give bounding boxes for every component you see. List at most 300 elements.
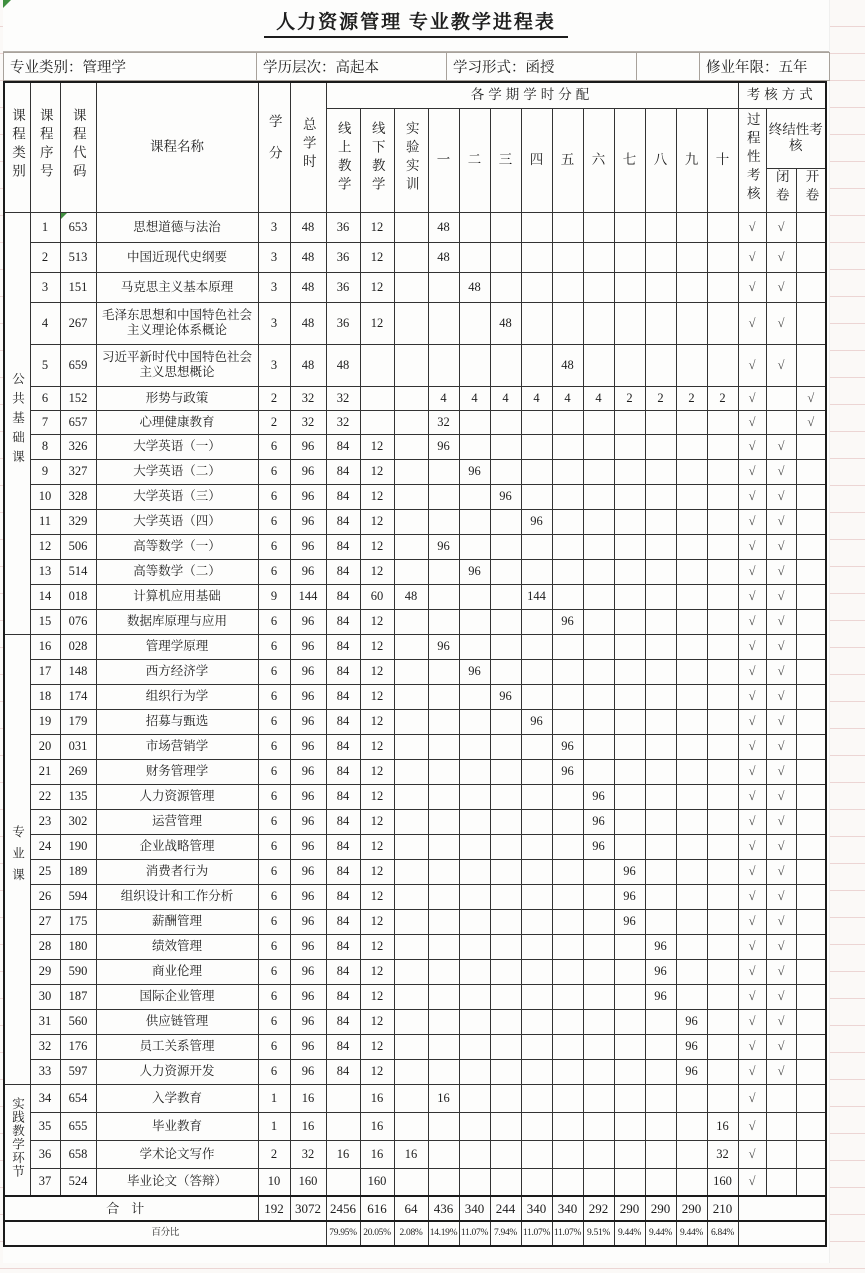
cell-code: 659 — [60, 344, 96, 386]
cell-sem-2 — [459, 934, 490, 959]
cell-code: 513 — [60, 242, 96, 272]
cell-open-check — [796, 759, 826, 784]
cell-sem-5 — [552, 809, 583, 834]
cell-seq: 33 — [30, 1059, 60, 1084]
cell-sem-10 — [707, 1009, 738, 1034]
cell-total-hours: 96 — [290, 434, 326, 459]
cell-open-check — [796, 984, 826, 1009]
cell-sem-5 — [552, 1034, 583, 1059]
cell-code: 655 — [60, 1112, 96, 1140]
cell-process-check: √ — [738, 1168, 766, 1196]
cell-process-check: √ — [738, 984, 766, 1009]
header-offline-hours — [360, 108, 394, 212]
cell-sem-9 — [676, 344, 707, 386]
cell-seq: 9 — [30, 459, 60, 484]
cell-sem-8 — [645, 884, 676, 909]
cell-process-check: √ — [738, 459, 766, 484]
cell-sem-5 — [552, 834, 583, 859]
cell-code: 597 — [60, 1059, 96, 1084]
cell-sem-4 — [521, 1112, 552, 1140]
cell-credits: 6 — [258, 1009, 290, 1034]
cell-process-check: √ — [738, 344, 766, 386]
cell-course-name: 组织设计和工作分析 — [96, 884, 258, 909]
cell-total-hours: 16 — [290, 1112, 326, 1140]
cell-offline-hours: 12 — [360, 834, 394, 859]
cell-open-check — [796, 534, 826, 559]
cell-open-check — [796, 484, 826, 509]
cell-sem-8 — [645, 834, 676, 859]
cell-offline-hours: 12 — [360, 609, 394, 634]
course-row-16 — [4, 634, 826, 659]
cell-process-check: √ — [738, 302, 766, 344]
cell-sem-10 — [707, 934, 738, 959]
cell-sem-5 — [552, 934, 583, 959]
course-row-15 — [4, 609, 826, 634]
cell-offline-hours — [360, 410, 394, 434]
cell-practice-hours — [394, 386, 428, 410]
cell-process-check: √ — [738, 634, 766, 659]
cell-sem-8 — [645, 584, 676, 609]
cell-sem-5 — [552, 534, 583, 559]
cell-offline-hours: 12 — [360, 1009, 394, 1034]
cell-closed-check: √ — [766, 344, 796, 386]
category-label: 公共基础课 — [10, 372, 25, 470]
cell-closed-check: √ — [766, 659, 796, 684]
cell-closed-check: √ — [766, 434, 796, 459]
cell-sem-4 — [521, 1059, 552, 1084]
cell-offline-hours — [360, 386, 394, 410]
cell-process-check: √ — [738, 434, 766, 459]
cell-course-name: 中国近现代史纲要 — [96, 242, 258, 272]
cell-code: 327 — [60, 459, 96, 484]
cell-practice-hours — [394, 559, 428, 584]
cell-sem-7 — [614, 684, 645, 709]
info-study-form: 学习形式：函授 — [447, 53, 637, 81]
header-semester-5: 五 — [552, 108, 583, 212]
cell-process-check: √ — [738, 386, 766, 410]
cell-open-check — [796, 584, 826, 609]
cell-code: 152 — [60, 386, 96, 410]
cell-closed-check: √ — [766, 759, 796, 784]
cell-credits: 6 — [258, 459, 290, 484]
cell-sem-3 — [490, 272, 521, 302]
cell-total-hours: 96 — [290, 484, 326, 509]
course-row-13 — [4, 559, 826, 584]
cell-credits: 6 — [258, 484, 290, 509]
cell-practice-hours — [394, 459, 428, 484]
cell-sem-5 — [552, 1112, 583, 1140]
course-row-30 — [4, 984, 826, 1009]
cell-offline-hours: 12 — [360, 459, 394, 484]
cell-code: 187 — [60, 984, 96, 1009]
cell-sem-8 — [645, 242, 676, 272]
cell-code: 189 — [60, 859, 96, 884]
total-sem-6: 292 — [583, 1196, 614, 1221]
cell-sem-9 — [676, 984, 707, 1009]
cell-sem-10 — [707, 534, 738, 559]
cell-code: 302 — [60, 809, 96, 834]
course-table-body — [4, 212, 826, 1246]
cell-course-name: 西方经济学 — [96, 659, 258, 684]
cell-sem-8 — [645, 809, 676, 834]
cell-sem-2 — [459, 534, 490, 559]
cell-sem-10 — [707, 684, 738, 709]
cell-sem-1: 48 — [428, 212, 459, 242]
cell-open-check — [796, 684, 826, 709]
cell-sem-10 — [707, 884, 738, 909]
header-online-hours-label: 线上教学 — [335, 120, 351, 195]
cell-total-hours: 48 — [290, 344, 326, 386]
cell-sem-4 — [521, 884, 552, 909]
cell-sem-8 — [645, 1059, 676, 1084]
cell-credits: 1 — [258, 1084, 290, 1112]
course-row-32 — [4, 1034, 826, 1059]
cell-code: 180 — [60, 934, 96, 959]
cell-process-check: √ — [738, 1084, 766, 1112]
cell-open-check — [796, 212, 826, 242]
cell-sem-7: 96 — [614, 909, 645, 934]
cell-sem-4 — [521, 242, 552, 272]
cell-sem-2 — [459, 859, 490, 884]
cell-practice-hours — [394, 302, 428, 344]
cell-practice-hours — [394, 509, 428, 534]
header-open-book — [796, 168, 826, 212]
cell-sem-4 — [521, 1034, 552, 1059]
cell-seq: 23 — [30, 809, 60, 834]
cell-open-check — [796, 1059, 826, 1084]
cell-sem-7 — [614, 1084, 645, 1112]
cell-sem-9 — [676, 212, 707, 242]
cell-code: 506 — [60, 534, 96, 559]
cell-closed-check: √ — [766, 509, 796, 534]
cell-sem-3: 4 — [490, 386, 521, 410]
cell-sem-9 — [676, 609, 707, 634]
info-empty-cell — [637, 53, 700, 81]
cell-sem-2: 96 — [459, 659, 490, 684]
cell-closed-check: √ — [766, 859, 796, 884]
header-process-assessment-label: 过程性考核 — [744, 111, 760, 205]
category-cell — [4, 1084, 30, 1196]
cell-closed-check: √ — [766, 272, 796, 302]
cell-credits: 6 — [258, 534, 290, 559]
cell-online-hours: 84 — [326, 1034, 360, 1059]
cell-code: 174 — [60, 684, 96, 709]
cell-seq: 13 — [30, 559, 60, 584]
cell-process-check: √ — [738, 934, 766, 959]
cell-sem-10 — [707, 809, 738, 834]
cell-sem-3 — [490, 734, 521, 759]
cell-credits: 6 — [258, 609, 290, 634]
cell-sem-7 — [614, 809, 645, 834]
cell-closed-check — [766, 410, 796, 434]
cell-seq: 27 — [30, 909, 60, 934]
cell-offline-hours: 12 — [360, 984, 394, 1009]
cell-course-name: 人力资源管理 — [96, 784, 258, 809]
course-row-27 — [4, 909, 826, 934]
cell-credits: 3 — [258, 302, 290, 344]
cell-sem-10 — [707, 484, 738, 509]
cell-course-name: 财务管理学 — [96, 759, 258, 784]
cell-sem-8 — [645, 1034, 676, 1059]
cell-code: 328 — [60, 484, 96, 509]
course-row-17 — [4, 659, 826, 684]
cell-sem-10 — [707, 559, 738, 584]
total-online: 2456 — [326, 1196, 360, 1221]
cell-online-hours: 84 — [326, 684, 360, 709]
cell-total-hours: 96 — [290, 859, 326, 884]
cell-practice-hours — [394, 659, 428, 684]
cell-seq: 29 — [30, 959, 60, 984]
cell-sem-10 — [707, 959, 738, 984]
cell-sem-6 — [583, 984, 614, 1009]
cell-offline-hours: 12 — [360, 809, 394, 834]
cell-sem-1 — [428, 734, 459, 759]
course-row-34 — [4, 1084, 826, 1112]
cell-credits: 6 — [258, 1059, 290, 1084]
cell-sem-8: 96 — [645, 934, 676, 959]
course-row-9 — [4, 459, 826, 484]
cell-sem-5 — [552, 242, 583, 272]
cell-sem-5 — [552, 459, 583, 484]
cell-sem-3 — [490, 859, 521, 884]
cell-sem-10: 160 — [707, 1168, 738, 1196]
cell-seq: 3 — [30, 272, 60, 302]
cell-sem-7 — [614, 559, 645, 584]
cell-sem-4 — [521, 272, 552, 302]
header-total-hours-label: 总学时 — [300, 117, 316, 173]
cell-credits: 6 — [258, 659, 290, 684]
total-sem-7: 290 — [614, 1196, 645, 1221]
cell-sem-1 — [428, 684, 459, 709]
cell-practice-hours — [394, 859, 428, 884]
cell-sem-6 — [583, 659, 614, 684]
cell-online-hours: 48 — [326, 344, 360, 386]
cell-sem-8 — [645, 634, 676, 659]
cell-sem-9 — [676, 934, 707, 959]
percent-sem-7: 9.44% — [614, 1221, 645, 1246]
cell-course-name: 习近平新时代中国特色社会主义思想概论 — [96, 344, 258, 386]
cell-closed-check: √ — [766, 709, 796, 734]
cell-online-hours: 84 — [326, 659, 360, 684]
cell-practice-hours — [394, 734, 428, 759]
cell-online-hours: 84 — [326, 1009, 360, 1034]
cell-sem-6 — [583, 302, 614, 344]
cell-sem-7: 96 — [614, 884, 645, 909]
cell-sem-6 — [583, 934, 614, 959]
cell-practice-hours — [394, 834, 428, 859]
cell-sem-1 — [428, 584, 459, 609]
cell-sem-1 — [428, 1140, 459, 1168]
cell-sem-7 — [614, 534, 645, 559]
cell-code: 560 — [60, 1009, 96, 1034]
cell-sem-8: 96 — [645, 959, 676, 984]
cell-open-check: √ — [796, 410, 826, 434]
cell-course-name: 招募与甄选 — [96, 709, 258, 734]
cell-sem-3 — [490, 709, 521, 734]
cell-offline-hours: 12 — [360, 484, 394, 509]
header-final-assessment: 终结性考核 — [766, 108, 826, 168]
cell-sem-4 — [521, 734, 552, 759]
cell-total-hours: 144 — [290, 584, 326, 609]
cell-sem-2 — [459, 302, 490, 344]
info-study-years: 修业年限：五年 — [700, 53, 830, 81]
cell-course-name: 企业战略管理 — [96, 834, 258, 859]
cell-practice-hours — [394, 242, 428, 272]
cell-sem-1 — [428, 272, 459, 302]
header-semester-3: 三 — [490, 108, 521, 212]
cell-offline-hours: 12 — [360, 784, 394, 809]
cell-closed-check: √ — [766, 909, 796, 934]
cell-seq: 6 — [30, 386, 60, 410]
cell-sem-1 — [428, 959, 459, 984]
cell-sem-2 — [459, 410, 490, 434]
cell-open-check — [796, 1084, 826, 1112]
cell-online-hours — [326, 1084, 360, 1112]
cell-practice-hours — [394, 934, 428, 959]
cell-online-hours: 84 — [326, 459, 360, 484]
cell-seq: 28 — [30, 934, 60, 959]
cell-sem-6 — [583, 759, 614, 784]
header-semester-9: 九 — [676, 108, 707, 212]
cell-closed-check: √ — [766, 584, 796, 609]
cell-seq: 15 — [30, 609, 60, 634]
cell-sem-9 — [676, 434, 707, 459]
cell-open-check — [796, 1168, 826, 1196]
cell-sem-3 — [490, 1140, 521, 1168]
cell-credits: 6 — [258, 909, 290, 934]
cell-process-check: √ — [738, 659, 766, 684]
cell-sem-6 — [583, 459, 614, 484]
cell-sem-2 — [459, 1059, 490, 1084]
cell-credits: 6 — [258, 709, 290, 734]
percent-sem-5: 11.07% — [552, 1221, 583, 1246]
cell-sem-9 — [676, 509, 707, 534]
cell-sem-6 — [583, 1140, 614, 1168]
cell-offline-hours: 16 — [360, 1084, 394, 1112]
cell-sem-2 — [459, 1112, 490, 1140]
percent-online: 79.95% — [326, 1221, 360, 1246]
cell-practice-hours — [394, 709, 428, 734]
cell-sem-5 — [552, 1140, 583, 1168]
cell-sem-3 — [490, 659, 521, 684]
cell-sem-8 — [645, 734, 676, 759]
cell-sem-3 — [490, 934, 521, 959]
cell-code: 594 — [60, 884, 96, 909]
cell-online-hours: 84 — [326, 559, 360, 584]
cell-process-check: √ — [738, 584, 766, 609]
cell-seq: 17 — [30, 659, 60, 684]
cell-credits: 6 — [258, 684, 290, 709]
cell-sem-9 — [676, 584, 707, 609]
cell-closed-check: √ — [766, 1034, 796, 1059]
cell-sem-5 — [552, 984, 583, 1009]
cell-course-name: 商业伦理 — [96, 959, 258, 984]
cell-credits: 6 — [258, 984, 290, 1009]
cell-online-hours: 16 — [326, 1140, 360, 1168]
cell-sem-9 — [676, 859, 707, 884]
cell-course-name: 国际企业管理 — [96, 984, 258, 1009]
cell-sem-2: 96 — [459, 459, 490, 484]
cell-sem-5 — [552, 1168, 583, 1196]
cell-sem-5 — [552, 559, 583, 584]
header-course-code — [60, 82, 96, 212]
cell-sem-9 — [676, 410, 707, 434]
header-semester-7: 七 — [614, 108, 645, 212]
course-row-12 — [4, 534, 826, 559]
cell-sem-2 — [459, 1084, 490, 1112]
cell-online-hours: 84 — [326, 809, 360, 834]
cell-closed-check: √ — [766, 484, 796, 509]
cell-total-hours: 96 — [290, 984, 326, 1009]
cell-credits: 6 — [258, 859, 290, 884]
percent-label: 百分比 — [4, 1221, 326, 1246]
header-practice-hours-label: 实验实训 — [403, 120, 419, 195]
cell-credits: 1 — [258, 1112, 290, 1140]
cell-closed-check: √ — [766, 459, 796, 484]
cell-sem-4: 4 — [521, 386, 552, 410]
cell-sem-10 — [707, 302, 738, 344]
cell-process-check: √ — [738, 484, 766, 509]
cell-total-hours: 96 — [290, 609, 326, 634]
cell-sem-2 — [459, 212, 490, 242]
cell-sem-5 — [552, 709, 583, 734]
cell-offline-hours: 12 — [360, 909, 394, 934]
cell-process-check: √ — [738, 1140, 766, 1168]
cell-online-hours: 32 — [326, 386, 360, 410]
cell-sem-10 — [707, 734, 738, 759]
course-row-25 — [4, 859, 826, 884]
cell-course-name: 毕业教育 — [96, 1112, 258, 1140]
cell-open-check — [796, 434, 826, 459]
cell-sem-3 — [490, 1009, 521, 1034]
cell-online-hours: 36 — [326, 302, 360, 344]
cell-sem-2 — [459, 509, 490, 534]
cell-sem-8 — [645, 684, 676, 709]
info-row — [4, 53, 830, 81]
info-major-category: 专业类别：管理学 — [4, 53, 257, 81]
cell-offline-hours: 12 — [360, 1034, 394, 1059]
cell-offline-hours: 60 — [360, 584, 394, 609]
total-sem-2: 340 — [459, 1196, 490, 1221]
cell-code: 028 — [60, 634, 96, 659]
cell-course-name: 薪酬管理 — [96, 909, 258, 934]
cell-offline-hours: 12 — [360, 509, 394, 534]
cell-sem-6 — [583, 959, 614, 984]
cell-practice-hours — [394, 1034, 428, 1059]
cell-credits: 6 — [258, 1034, 290, 1059]
cell-total-hours: 96 — [290, 1059, 326, 1084]
cell-sem-1 — [428, 784, 459, 809]
cell-sem-5: 4 — [552, 386, 583, 410]
cell-sem-8: 2 — [645, 386, 676, 410]
cell-sem-9 — [676, 484, 707, 509]
cell-process-check: √ — [738, 834, 766, 859]
cell-sem-4 — [521, 609, 552, 634]
cell-sem-8 — [645, 1084, 676, 1112]
header-semester-6: 六 — [583, 108, 614, 212]
cell-sem-1: 96 — [428, 434, 459, 459]
cell-course-name: 运营管理 — [96, 809, 258, 834]
cell-sem-3 — [490, 834, 521, 859]
cell-sem-1: 4 — [428, 386, 459, 410]
header-semester-4: 四 — [521, 108, 552, 212]
cell-online-hours: 36 — [326, 212, 360, 242]
cell-sem-5 — [552, 959, 583, 984]
cell-sem-7: 96 — [614, 859, 645, 884]
cell-closed-check: √ — [766, 884, 796, 909]
cell-sem-4 — [521, 1140, 552, 1168]
cell-sem-10 — [707, 709, 738, 734]
